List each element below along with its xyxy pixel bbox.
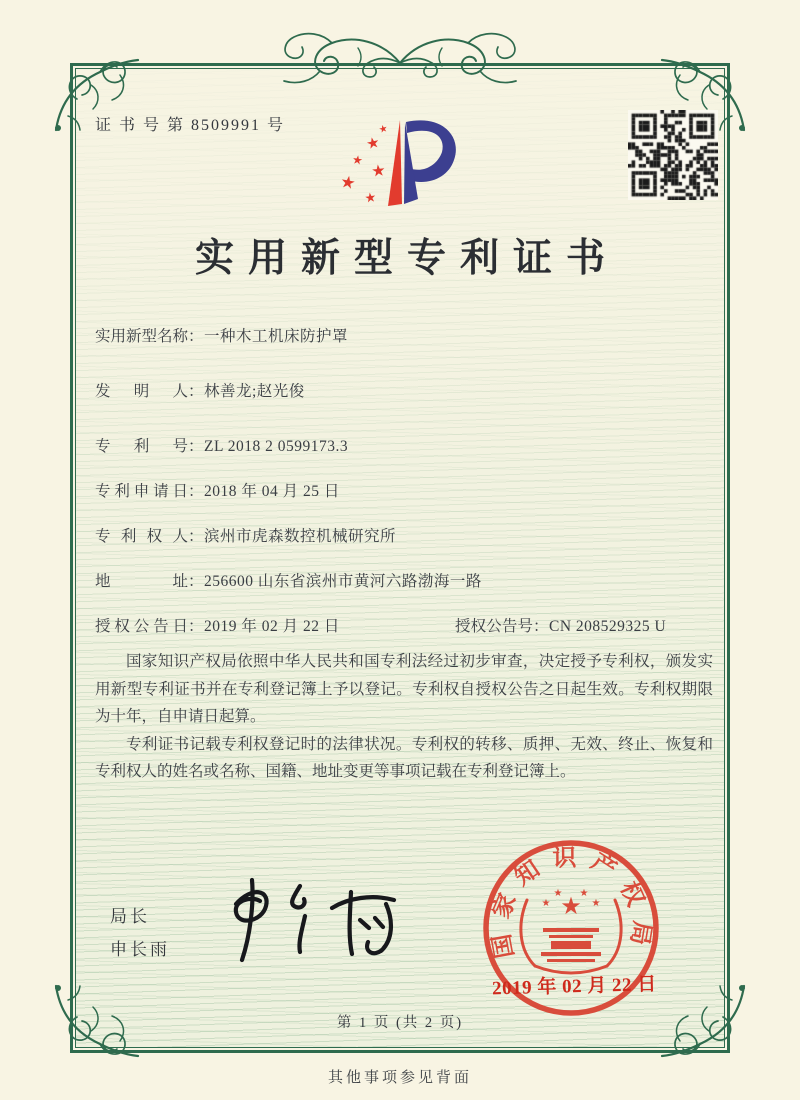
field-colon: ：: [188, 573, 204, 590]
field-value: CN 208529325 U: [549, 618, 667, 635]
field-colon: ：: [533, 618, 549, 635]
seal-date: 2019 年 02 月 22 日: [491, 974, 658, 1000]
cnipa-logo-icon: [322, 102, 472, 217]
field-value: 林善龙;赵光俊: [204, 383, 305, 400]
field-value: 一种木工机床防护罩: [204, 328, 349, 345]
svg-text:★: ★: [553, 888, 563, 899]
field-value: 2019 年 02 月 22 日: [204, 618, 340, 635]
field-colon: ：: [188, 328, 204, 345]
svg-text:★: ★: [351, 152, 364, 168]
seal-emblem-gate: [541, 928, 601, 962]
field-value: 2018 年 04 月 25 日: [204, 483, 340, 500]
legal-paragraph: 国家知识产权局依照中华人民共和国专利法经过初步审查，决定授予专利权，颁发实用新型专利证书并在专利登记簿上予以登记。专利权自授权公告之日起生效。专利权期限为十年，自申请日起算。: [95, 653, 713, 725]
field-patent-number: [95, 434, 348, 456]
field-value: ZL 2018 2 0599173.3: [204, 438, 349, 455]
field-patentee: [95, 524, 396, 546]
certificate-number: 证 书 号 第 8509991 号: [95, 117, 286, 134]
field-label: 专利号: [95, 438, 188, 455]
seal-ring-text: 国家知识产权局: [487, 845, 655, 961]
svg-text:★: ★: [591, 898, 601, 909]
field-grant-date: [95, 614, 340, 636]
field-label: 实用新型名称: [95, 328, 189, 345]
field-grant-number: [455, 614, 666, 636]
certificate-title: 实用新型专利证书: [194, 237, 619, 280]
field-label: 发明人: [95, 383, 188, 400]
field-label: 专利申请日: [95, 483, 188, 500]
signer-name: 申长雨: [110, 940, 170, 959]
field-inventors: [95, 379, 305, 401]
field-value: 滨州市虎森数控机械研究所: [204, 528, 397, 545]
svg-text:★: ★: [377, 123, 390, 136]
field-colon: ：: [188, 383, 204, 400]
field-utility-model-name: [95, 324, 348, 346]
handwritten-signature: [208, 874, 413, 969]
svg-text:★: ★: [579, 888, 589, 899]
field-colon: ：: [188, 618, 204, 635]
signer-title: 局长: [110, 907, 150, 926]
page-indicator: 第 1 页 (共 2 页): [336, 1015, 464, 1031]
back-note: 其他事项参见背面: [327, 1070, 472, 1086]
field-colon: ：: [188, 528, 204, 545]
field-label: 地址: [95, 573, 188, 590]
field-label: 授权公告号: [455, 618, 533, 635]
svg-text:★: ★: [364, 132, 382, 154]
field-filing-date: [95, 479, 340, 501]
svg-text:★: ★: [541, 898, 551, 909]
field-colon: ：: [188, 483, 204, 500]
legal-text: [95, 648, 713, 786]
legal-paragraph: 专利证书记载专利权登记时的法律状况。专利权的转移、质押、无效、终止、恢复和专利权人的姓名或名称、国籍、地址变更等事项记载在专利登记簿上。: [95, 735, 713, 780]
svg-text:★: ★: [370, 160, 387, 181]
svg-text:★: ★: [338, 171, 358, 195]
field-colon: ：: [188, 438, 204, 455]
field-address: [95, 569, 482, 591]
top-center-ornament-icon: [270, 26, 530, 92]
qr-code: [628, 110, 718, 200]
svg-text:★: ★: [560, 892, 582, 920]
svg-text:★: ★: [363, 190, 378, 207]
field-value: 256600 山东省滨州市黄河六路渤海一路: [204, 573, 482, 590]
field-label: 授权公告日: [95, 618, 188, 635]
field-label: 专利权人: [95, 528, 188, 545]
